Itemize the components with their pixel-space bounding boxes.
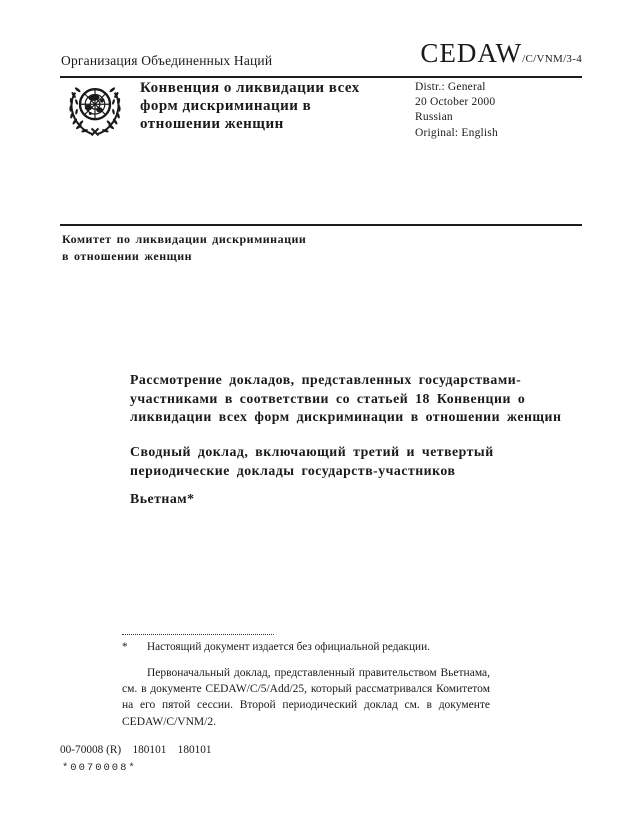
footnote-paragraph: Первоначальный доклад, представленный правительством Вьетнама, см. в документе CEDAW/C/5/Add/25, который рассматривался Комитетом на его пятой сессии. Второй периодический доклад см. в документе CEDAW/C/VNM/2. <box>122 667 490 728</box>
doc-symbol <box>420 38 582 69</box>
org-name: Организация Объединенных Наций <box>61 53 273 68</box>
report-subtitle-line: периодические доклады государств-участников <box>130 462 456 478</box>
footnote-first <box>122 640 502 655</box>
committee-rule <box>60 224 582 226</box>
report-title <box>130 371 590 427</box>
report-title-line: участниками в соответствии со статьей 18 Конвенции о <box>130 390 526 406</box>
country-name: Вьетнам* <box>130 491 195 506</box>
convention-title <box>140 79 360 133</box>
un-emblem-icon <box>60 80 130 140</box>
convention-title-line: отношении женщин <box>140 116 284 132</box>
footnote-separator <box>122 634 274 635</box>
report-title-line: ликвидации всех форм дискриминации в отношении женщин <box>130 409 562 424</box>
report-subtitle <box>130 443 590 480</box>
language-line: Russian <box>415 111 453 124</box>
doc-symbol-main: CEDAW <box>420 38 523 68</box>
header-rule <box>60 76 582 78</box>
convention-title-line: Конвенция о ликвидации всех <box>140 80 360 96</box>
footnote-marker: * <box>122 641 128 653</box>
distribution-block <box>415 80 498 141</box>
committee-heading <box>62 231 306 264</box>
barcode-text: *0070008* <box>62 762 137 774</box>
date-line: 20 October 2000 <box>415 96 496 109</box>
original-language-line: Original: English <box>415 126 498 139</box>
report-subtitle-line: Сводный доклад, включающий третий и четвертый <box>130 444 494 459</box>
distr-line: Distr.: General <box>415 81 486 93</box>
report-title-line: Рассмотрение докладов, представленных государствами- <box>130 372 522 387</box>
convention-title-line: форм дискриминации в <box>140 98 312 114</box>
footnote-text: Настоящий документ издается без официальной редакции. <box>147 641 430 653</box>
job-number: 00-70008 (R) 180101 180101 <box>60 744 212 756</box>
committee-heading-line: Комитет по ликвидации дискриминации <box>62 232 307 246</box>
doc-symbol-suffix: /C/VNM/3-4 <box>522 53 582 65</box>
committee-heading-line: в отношении женщин <box>62 248 193 263</box>
